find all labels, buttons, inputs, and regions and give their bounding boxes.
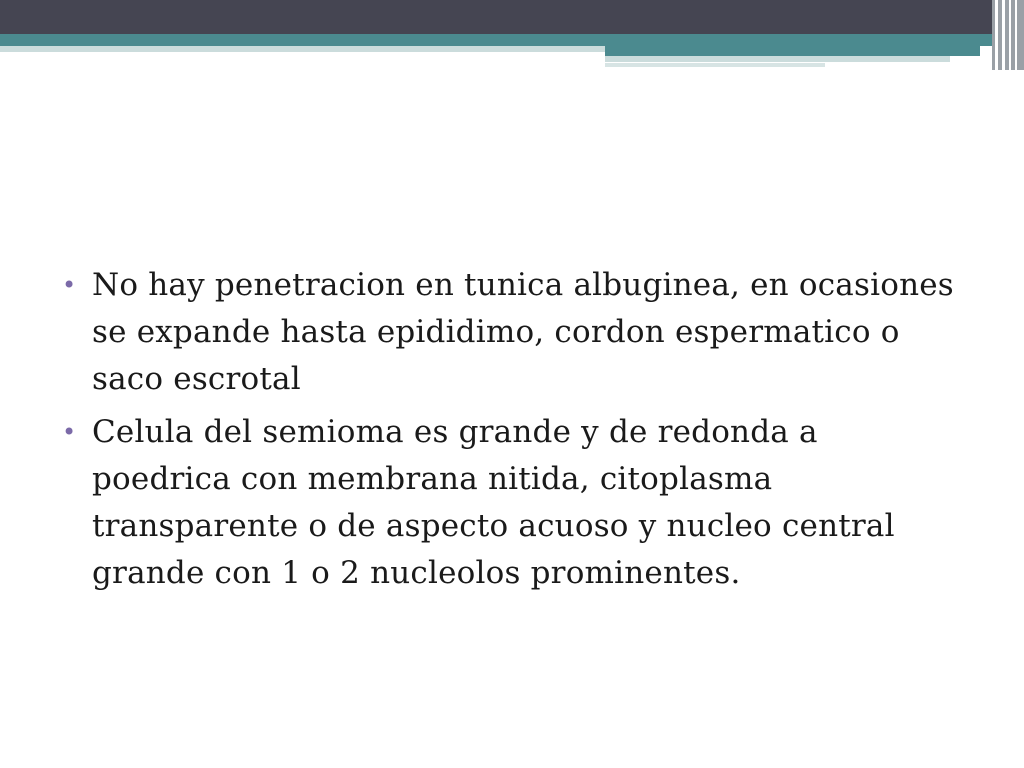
bullet-dot-icon: •	[62, 418, 77, 446]
bullet-item	[62, 262, 962, 403]
header-band-teal	[0, 34, 1024, 46]
header-band-dark	[0, 0, 1024, 34]
bullet-text: No hay penetracion en tunica albuginea, en ocasiones se expande hasta epididimo, cordon espermatico o saco escrotal	[92, 267, 954, 397]
slide-body	[62, 262, 962, 603]
header-notch-light-secondary	[605, 63, 825, 67]
header-notch-light	[605, 56, 950, 62]
header-stripe	[1015, 0, 1017, 70]
bullet-text: Celula del semioma es grande y de redonda a poedrica con membrana nitida, citoplasma transparente o de aspecto acuoso y nucleo central grande con 1 o 2 nucleolos prominentes.	[92, 414, 895, 591]
bullet-list	[62, 262, 962, 597]
header-notch-teal	[605, 46, 980, 56]
header-stripe	[995, 0, 998, 70]
header-band-light	[0, 46, 605, 52]
header-stripe	[1002, 0, 1005, 70]
bullet-item	[62, 409, 962, 597]
bullet-dot-icon: •	[62, 271, 77, 299]
header-stripe	[1009, 0, 1011, 70]
